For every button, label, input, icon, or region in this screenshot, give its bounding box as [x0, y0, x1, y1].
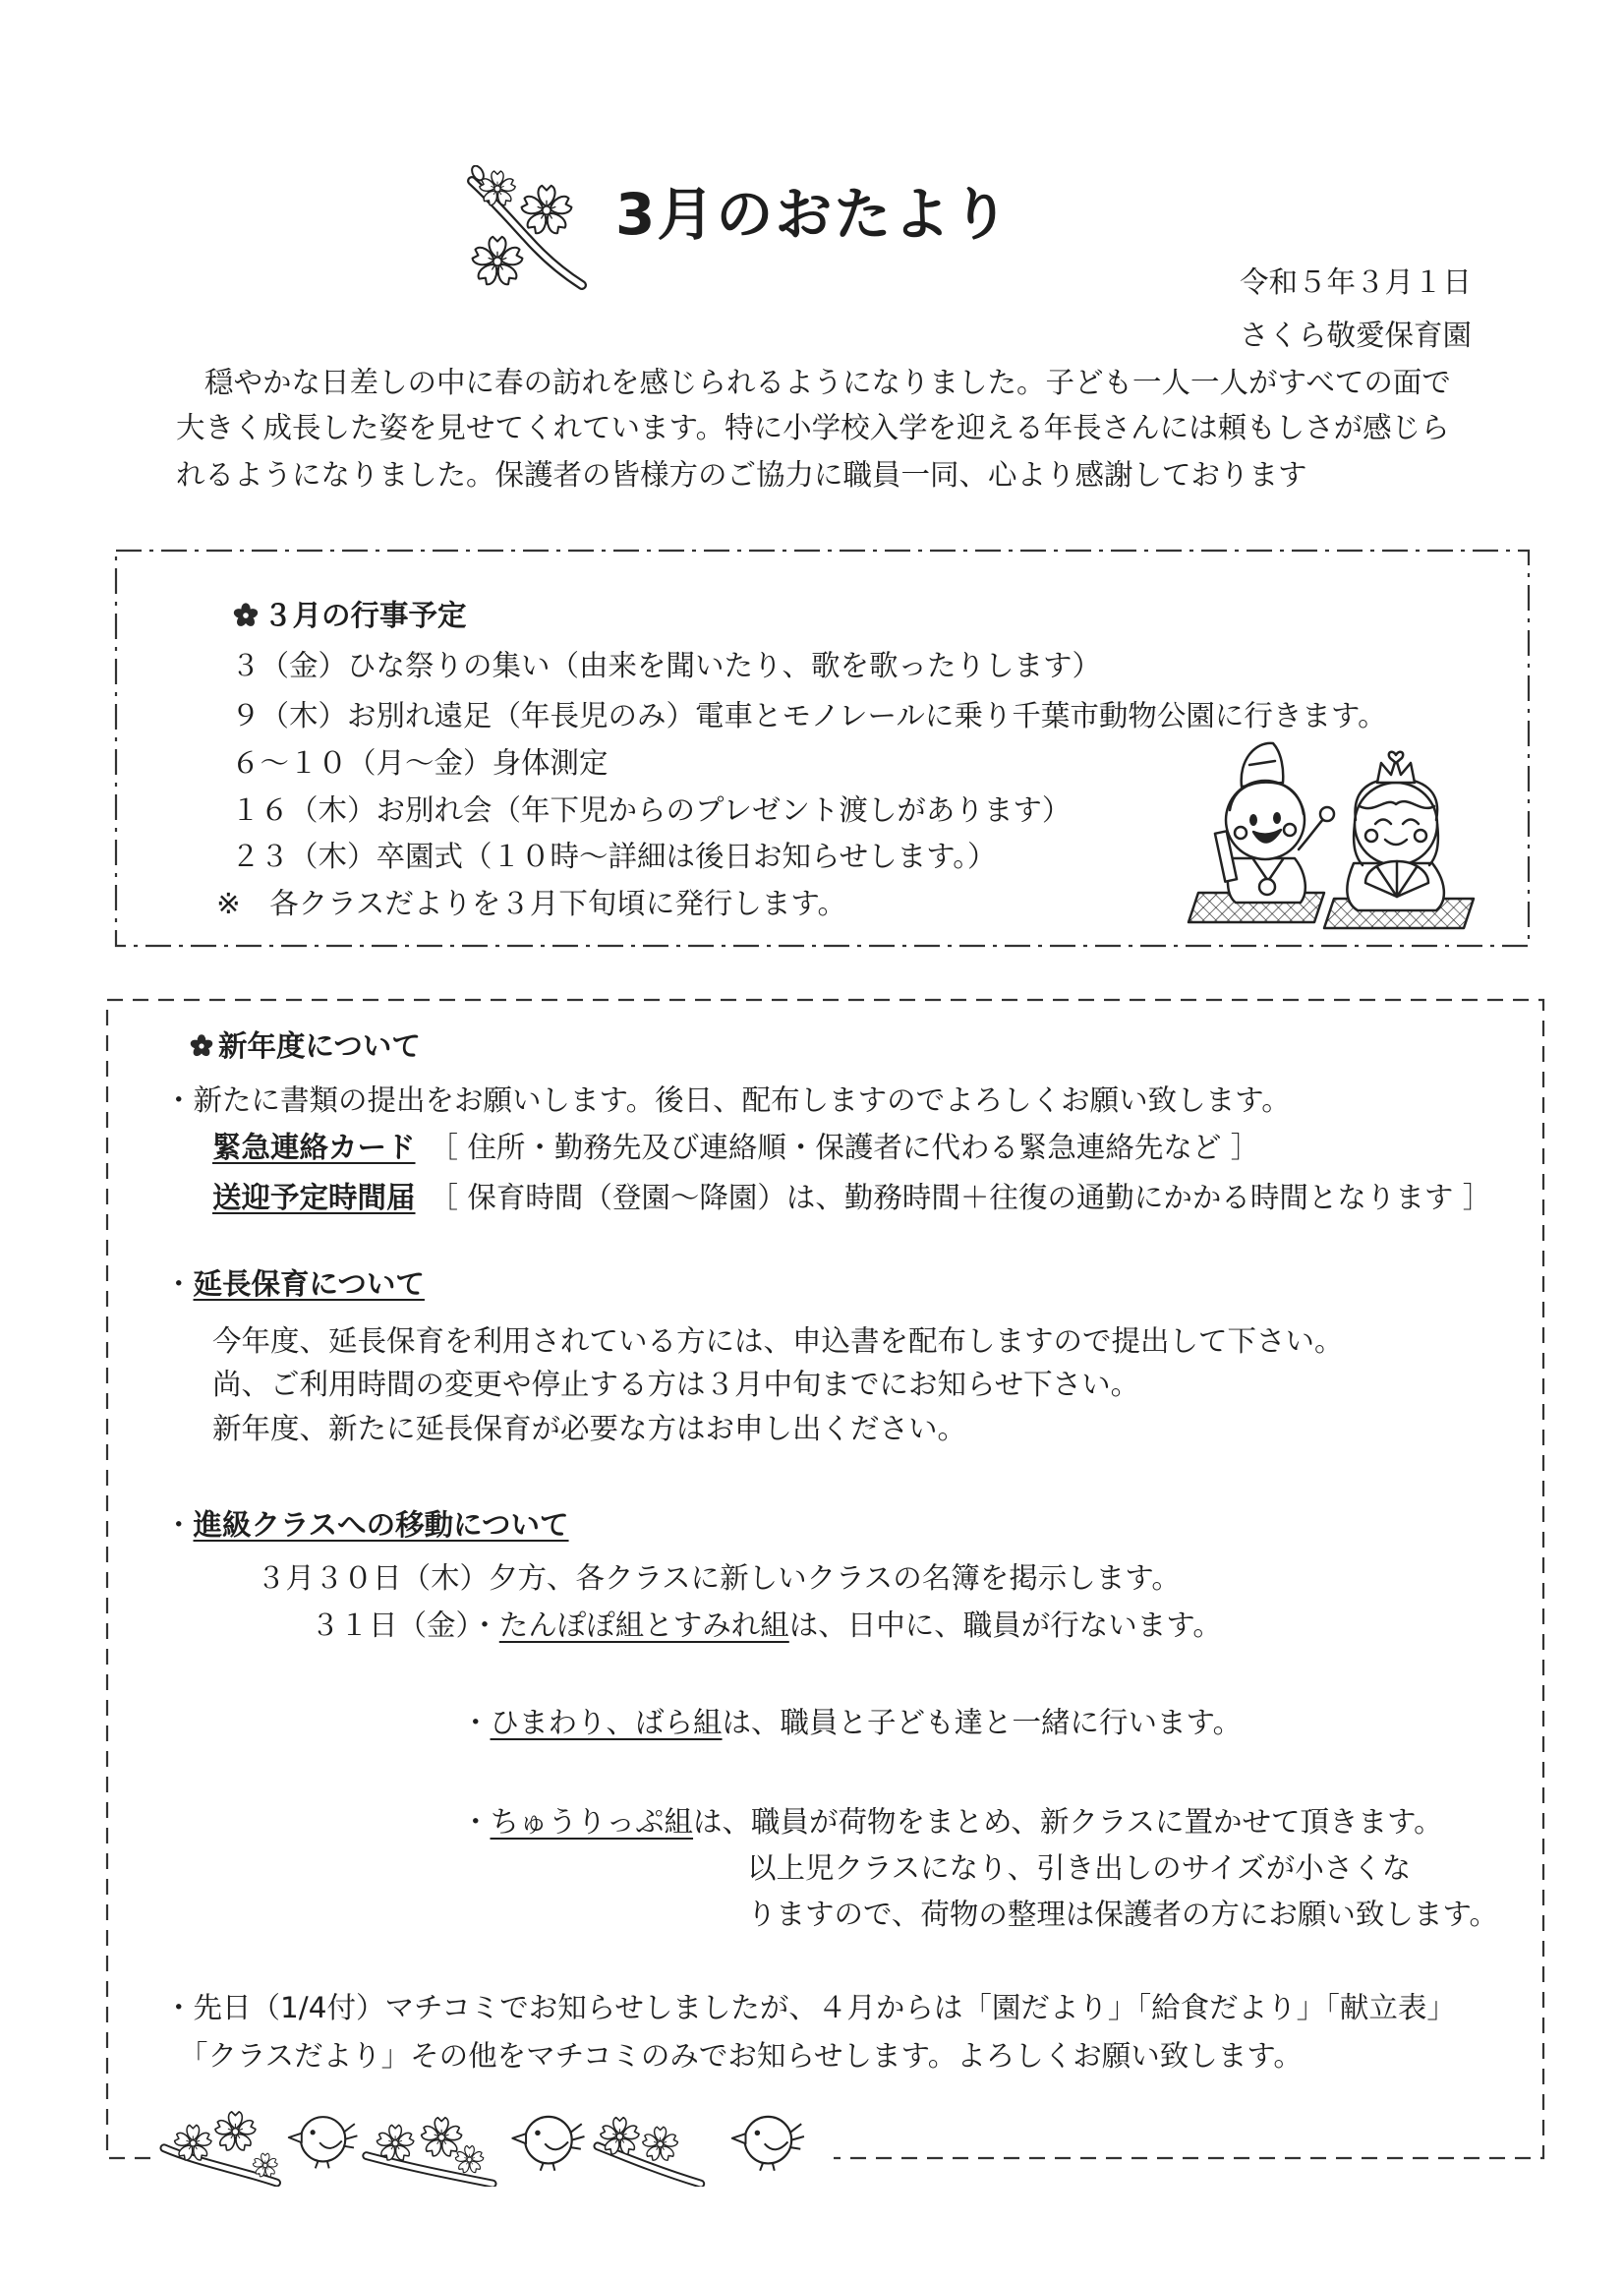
event-item: ３（金）ひな祭りの集い（由来を聞いたり、歌を歌ったりします）	[231, 649, 1102, 682]
class-move-day31	[311, 1610, 1222, 1640]
notice-line: ・先日（1/4付）マチコミでお知らせしましたが、４月からは「園だより」「給食だより」「献立表」	[164, 1991, 1456, 2024]
himawari-suffix: は、職員と子ども達と一緒に行います。	[722, 1706, 1243, 1739]
new-year-heading: 新年度について	[218, 1029, 421, 1063]
events-heading: ３月の行事予定	[263, 599, 467, 632]
class-move-tulip	[461, 1807, 1443, 1837]
notice-line: 「クラスだより」その他をマチコミのみでお知らせします。よろしくお願い致します。	[179, 2039, 1303, 2073]
intro-line: 大きく成長した姿を見せてくれています。特に小学校入学を迎える年長さんには頼もしさが感じら	[176, 411, 1450, 444]
extended-care-heading-row	[164, 1269, 425, 1299]
event-item: ９（木）お別れ遠足（年長児のみ）電車とモノレールに乗り千葉市動物公園に行きます。	[231, 699, 1387, 732]
extended-care-line: 今年度、延長保育を利用されている方には、申込書を配布しますので提出して下さい。	[212, 1324, 1344, 1358]
class-names: たんぽぽ組とすみれ組	[498, 1608, 789, 1642]
ohina-doll	[1324, 752, 1474, 928]
document-request: ・新たに書類の提出をお願いします。後日、配布しますのでよろしくお願い致します。	[164, 1083, 1291, 1117]
day31-prefix: ３１日（金）・	[311, 1608, 499, 1642]
document-label: 緊急連絡カード	[212, 1131, 416, 1164]
odairi-doll	[1189, 743, 1334, 922]
class-move-heading-row	[164, 1510, 569, 1540]
event-item: １６（木）お別れ会（年下児からのプレゼント渡しがあります）	[231, 793, 1072, 827]
extended-care-heading: 延長保育について	[193, 1267, 425, 1301]
document-detail: ［ 保育時間（登園～降園）は、勤務時間＋往復の通勤にかかる時間となります ］	[429, 1181, 1492, 1214]
tulip-suffix: は、職員が荷物をまとめ、新クラスに置かせて頂きます。	[693, 1805, 1443, 1839]
bullet: ・	[164, 1508, 194, 1542]
tulip-continuation: りますので、荷物の整理は保護者の方にお願い致します。	[747, 1898, 1499, 1931]
event-item: ６～１０（月～金）身体測定	[231, 746, 609, 780]
bullet: ・	[461, 1805, 491, 1839]
tulip-continuation: 以上児クラスになり、引き出しのサイズが小さくな	[747, 1851, 1412, 1885]
day31-suffix: は、日中に、職員が行ないます。	[788, 1608, 1222, 1642]
class-move-line: ３月３０日（木）夕方、各クラスに新しいクラスの名簿を掲示します。	[257, 1561, 1181, 1595]
plum-blossom-bird-icon	[157, 2090, 836, 2187]
page-title: 3月のおたより	[615, 181, 1012, 248]
cherry-blossom-icon	[458, 165, 591, 293]
class-move-himawari	[461, 1708, 1242, 1737]
class-names: ひまわり、ばら組	[490, 1706, 723, 1739]
intro-line: れるようになりました。保護者の皆様方のご協力に職員一同、心より感謝しております	[176, 458, 1307, 492]
document-row	[212, 1183, 1491, 1212]
document-label: 送迎予定時間届	[212, 1181, 416, 1214]
extended-care-line: 尚、ご利用時間の変更や停止する方は３月中旬までにお知らせ下さい。	[212, 1368, 1140, 1401]
issue-date: 令和５年３月１日	[1239, 265, 1472, 299]
intro-line: 穏やかな日差しの中に春の訪れを感じられるようになりました。子ども一人一人がすべての面で	[204, 366, 1451, 399]
bullet: ・	[461, 1706, 491, 1739]
document-row	[212, 1133, 1259, 1162]
flower-icon	[189, 1033, 214, 1059]
class-names: ちゅうりっぷ組	[490, 1805, 694, 1839]
organization-name: さくら敬愛保育園	[1239, 319, 1472, 352]
event-item: ２３（木）卒園式（１０時～詳細は後日お知らせします。）	[231, 840, 997, 873]
events-note: ※ 各クラスだよりを３月下旬頃に発行します。	[216, 887, 846, 920]
hina-dolls-icon	[1185, 726, 1479, 932]
document-detail: ［ 住所・勤務先及び連絡順・保護者に代わる緊急連絡先など ］	[429, 1131, 1260, 1164]
class-move-heading: 進級クラスへの移動について	[193, 1508, 569, 1542]
flower-icon	[232, 602, 260, 629]
extended-care-line: 新年度、新たに延長保育が必要な方はお申し出ください。	[212, 1412, 967, 1445]
bullet: ・	[164, 1267, 194, 1301]
